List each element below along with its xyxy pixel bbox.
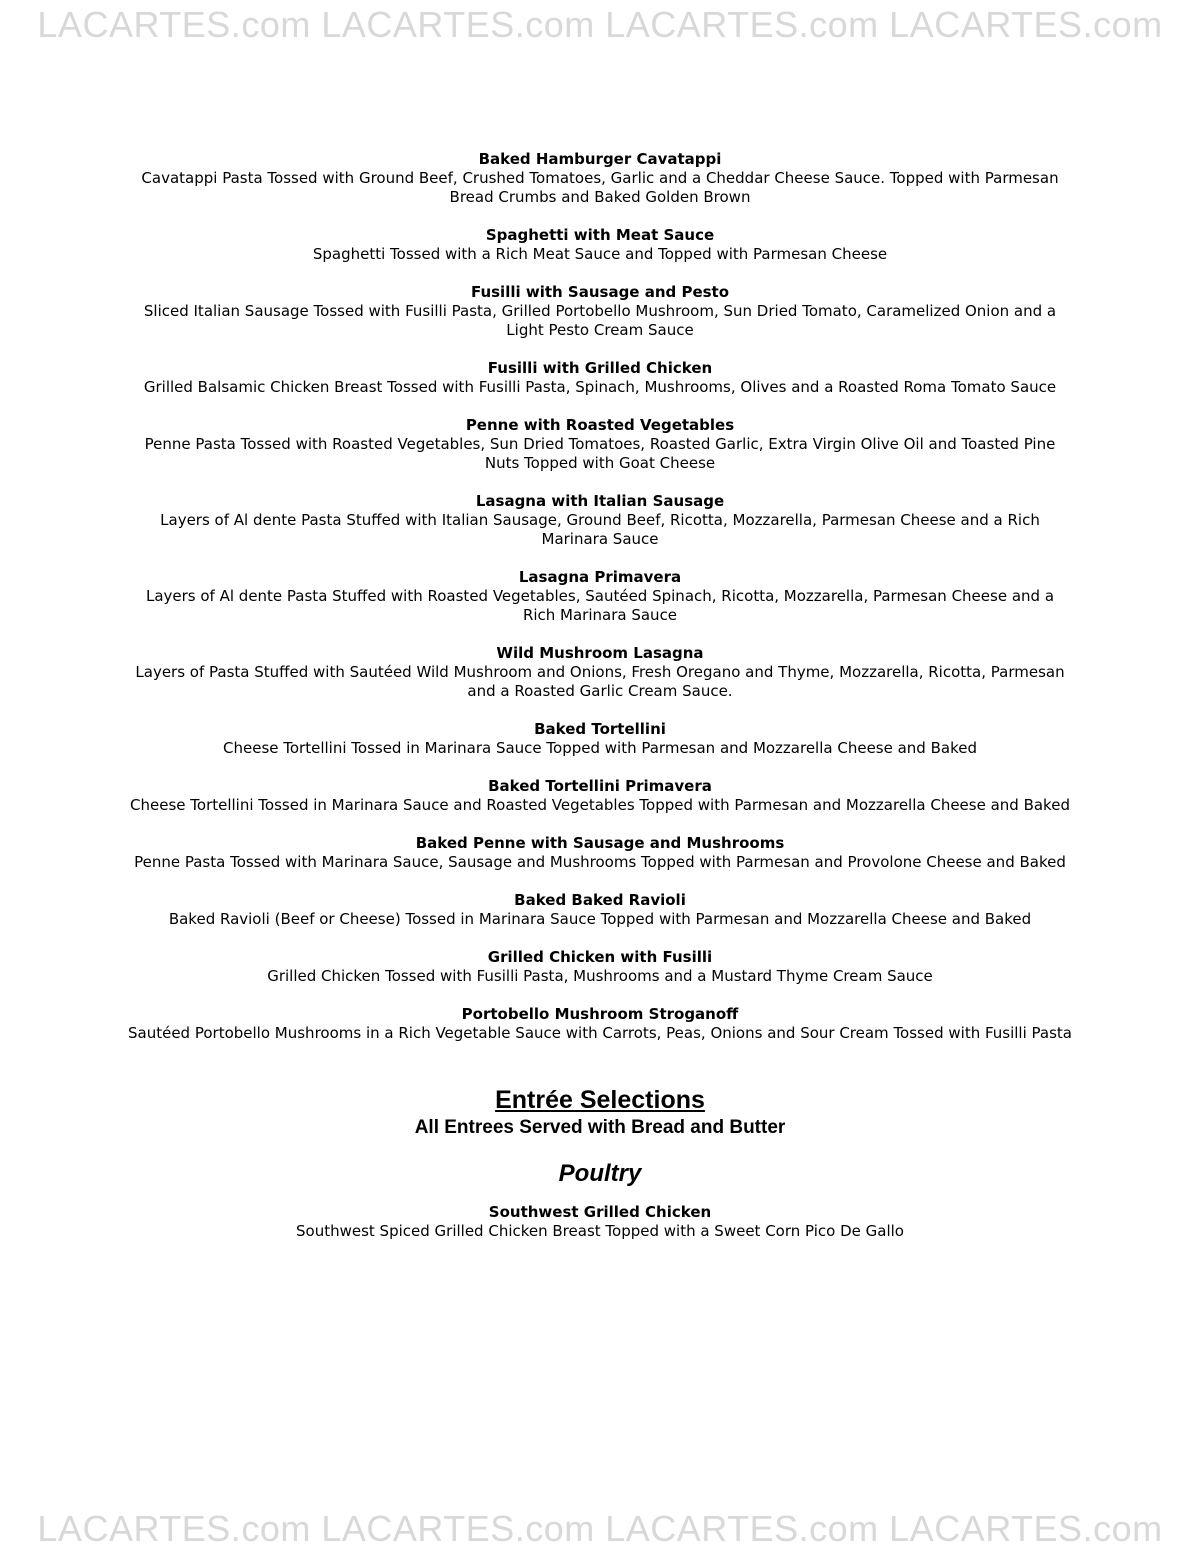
menu-item — [120, 283, 1080, 340]
menu-item-description: Cheese Tortellini Tossed in Marinara Sauce Topped with Parmesan and Mozzarella Cheese and Baked — [223, 739, 977, 757]
menu-item — [120, 1203, 1080, 1241]
menu-item-name: Fusilli with Grilled Chicken — [487, 359, 713, 377]
menu-item-name: Baked Tortellini Primavera — [488, 777, 712, 795]
menu-item-description: Spaghetti Tossed with a Rich Meat Sauce and Topped with Parmesan Cheese — [312, 245, 888, 263]
menu-item — [120, 777, 1080, 815]
menu-item-description: Layers of Al dente Pasta Stuffed with Italian Sausage, Ground Beef, Ricotta, Mozzarella, Parmesan Cheese and a Rich Marinara Sauce — [160, 511, 1040, 548]
menu-item-description: Southwest Spiced Grilled Chicken Breast Topped with a Sweet Corn Pico De Gallo — [296, 1222, 904, 1240]
menu-item-description: Penne Pasta Tossed with Marinara Sauce, Sausage and Mushrooms Topped with Parmesan and Provolone Cheese and Baked — [134, 853, 1066, 871]
menu-item — [120, 226, 1080, 264]
menu-item — [120, 568, 1080, 625]
menu-item-name: Penne with Roasted Vegetables — [465, 416, 735, 434]
pasta-list — [120, 150, 1080, 1043]
menu-item — [120, 416, 1080, 473]
menu-item-name: Portobello Mushroom Stroganoff — [461, 1005, 739, 1023]
menu-item-description: Cheese Tortellini Tossed in Marinara Sauce and Roasted Vegetables Topped with Parmesan and Mozzarella Cheese and Baked — [130, 796, 1070, 814]
category-heading-poultry: Poultry — [558, 1160, 642, 1187]
menu-item-description: Penne Pasta Tossed with Roasted Vegetables, Sun Dried Tomatoes, Roasted Garlic, Extra Virgin Olive Oil and Toasted Pine Nuts Topped with Goat Cheese — [144, 435, 1056, 472]
watermark-top: LACARTES.com LACARTES.com LACARTES.com LACARTES.com — [37, 4, 1163, 45]
menu-item-description: Grilled Chicken Tossed with Fusilli Pasta, Mushrooms and a Mustard Thyme Cream Sauce — [267, 967, 933, 985]
menu-item-name: Spaghetti with Meat Sauce — [485, 226, 715, 244]
menu-item-description: Sliced Italian Sausage Tossed with Fusilli Pasta, Grilled Portobello Mushroom, Sun Dried Tomato, Caramelized Onion and a Light Pesto Cream Sauce — [143, 302, 1057, 339]
menu-item-name: Baked Tortellini — [534, 720, 666, 738]
entree-section-subtitle: All Entrees Served with Bread and Butter — [414, 1117, 786, 1138]
menu-item-name: Baked Hamburger Cavatappi — [478, 150, 722, 168]
menu-item — [120, 492, 1080, 549]
menu-item-name: Baked Baked Ravioli — [514, 891, 686, 909]
menu-item-name: Lasagna Primavera — [518, 568, 682, 586]
menu-content — [120, 150, 1080, 1260]
menu-item — [120, 1005, 1080, 1043]
menu-item — [120, 948, 1080, 986]
menu-item-name: Baked Penne with Sausage and Mushrooms — [415, 834, 785, 852]
menu-item-description: Cavatappi Pasta Tossed with Ground Beef, Crushed Tomatoes, Garlic and a Cheddar Cheese Sauce. Topped with Parmesan Bread Crumbs and Baked Golden Brown — [141, 169, 1059, 206]
entree-list — [120, 1203, 1080, 1241]
menu-item — [120, 891, 1080, 929]
menu-item — [120, 644, 1080, 701]
watermark-bottom: LACARTES.com LACARTES.com LACARTES.com LACARTES.com — [37, 1508, 1163, 1549]
entree-section-title: Entrée Selections — [495, 1086, 705, 1114]
menu-item — [120, 720, 1080, 758]
menu-item-description: Layers of Pasta Stuffed with Sautéed Wild Mushroom and Onions, Fresh Oregano and Thyme, Mozzarella, Ricotta, Parmesan and a Roasted Garlic Cream Sauce. — [135, 663, 1065, 700]
menu-item — [120, 150, 1080, 207]
menu-item-name: Southwest Grilled Chicken — [488, 1203, 712, 1221]
menu-item-name: Grilled Chicken with Fusilli — [487, 948, 713, 966]
menu-item-description: Layers of Al dente Pasta Stuffed with Roasted Vegetables, Sautéed Spinach, Ricotta, Mozzarella, Parmesan Cheese and a Rich Marinara Sauce — [145, 587, 1055, 624]
menu-item-name: Fusilli with Sausage and Pesto — [470, 283, 730, 301]
menu-item-description: Sautéed Portobello Mushrooms in a Rich Vegetable Sauce with Carrots, Peas, Onions and Sour Cream Tossed with Fusilli Pasta — [128, 1024, 1072, 1042]
menu-item-description: Grilled Balsamic Chicken Breast Tossed with Fusilli Pasta, Spinach, Mushrooms, Olives and a Roasted Roma Tomato Sauce — [143, 378, 1057, 396]
menu-item — [120, 359, 1080, 397]
menu-item-description: Baked Ravioli (Beef or Cheese) Tossed in Marinara Sauce Topped with Parmesan and Mozzarella Cheese and Baked — [168, 910, 1032, 928]
menu-item-name: Wild Mushroom Lasagna — [496, 644, 704, 662]
menu-item — [120, 834, 1080, 872]
menu-item-name: Lasagna with Italian Sausage — [475, 492, 725, 510]
